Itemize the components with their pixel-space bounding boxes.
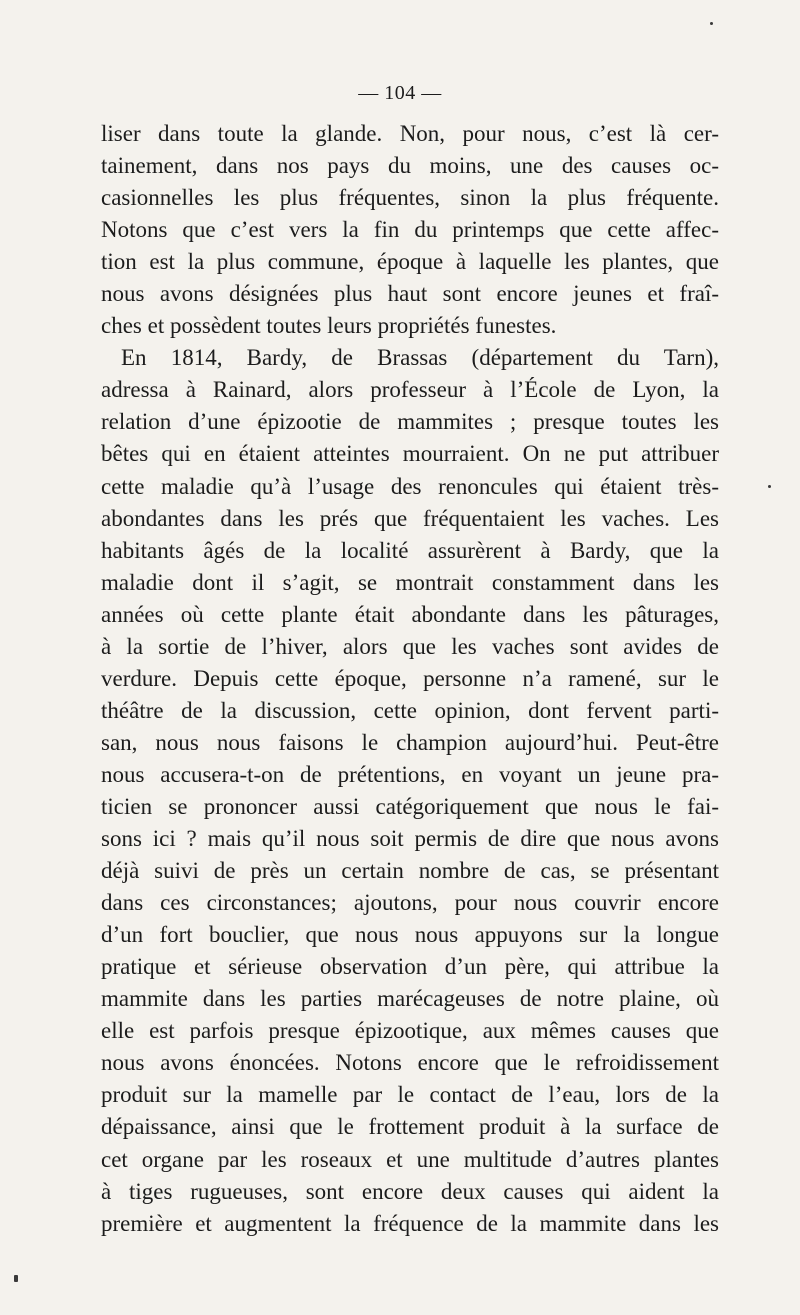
text-line: ches et possèdent toutes leurs propriétés funestes.: [101, 313, 557, 339]
text-line: d’un fort bouclier, que nous nous appuyons sur la longue: [101, 922, 719, 948]
scan-speck: [710, 22, 713, 25]
text-line: théâtre de la discussion, cette opinion, dont fervent parti-: [101, 697, 719, 723]
text-line: nous avons énoncées. Notons encore que le refroidissement: [101, 1050, 719, 1076]
text-line: sons ici ? mais qu’il nous soit permis de dire que nous avons: [101, 826, 719, 852]
text-line: ticien se prononcer aussi catégoriquement que nous le fai-: [101, 793, 719, 819]
page-number: — 104 —: [358, 82, 442, 104]
text-line: produit sur la mamelle par le contact de l’eau, lors de la: [101, 1082, 719, 1108]
text-line: cet organe par les roseaux et une multitude d’autres plantes: [101, 1146, 719, 1172]
text-line: déjà suivi de près un certain nombre de cas, se présentant: [101, 858, 719, 884]
scan-speck: [14, 1275, 18, 1282]
text-line: à la sortie de l’hiver, alors que les vaches sont avides de: [101, 633, 719, 659]
text-line: années où cette plante était abondante dans les pâturages,: [101, 601, 719, 627]
text-line: Notons que c’est vers la fin du printemps que cette affec-: [101, 217, 719, 243]
text-line: abondantes dans les prés que fréquentaient les vaches. Les: [101, 505, 719, 531]
text-line: adressa à Rainard, alors professeur à l’École de Lyon, la: [101, 377, 719, 403]
text-line: nous accusera-t-on de prétentions, en voyant un jeune pra-: [101, 761, 719, 787]
body-text: [101, 118, 719, 1240]
text-line: liser dans toute la glande. Non, pour nous, c’est là cer-: [101, 121, 719, 146]
text-line: nous avons désignées plus haut sont encore jeunes et fraî-: [101, 281, 719, 307]
text-line: relation d’une épizootie de mammites ; presque toutes les: [101, 409, 719, 435]
text-line: cette maladie qu’à l’usage des renoncules qui étaient très-: [101, 473, 719, 499]
text-line: En 1814, Bardy, de Brassas (département du Tarn),: [121, 345, 719, 371]
text-line: à tiges rugueuses, sont encore deux causes qui aident la: [101, 1178, 719, 1204]
scan-speck: [768, 485, 771, 488]
text-line: verdure. Depuis cette époque, personne n’a ramené, sur le: [101, 665, 719, 691]
text-line: dans ces circonstances; ajoutons, pour nous couvrir encore: [101, 890, 719, 916]
text-line: elle est parfois presque épizootique, aux mêmes causes que: [101, 1018, 719, 1044]
text-line: dépaissance, ainsi que le frottement produit à la surface de: [101, 1114, 719, 1140]
text-line: bêtes qui en étaient atteintes mourraient. On ne put attribuer: [101, 441, 719, 467]
text-line: habitants âgés de la localité assurèrent à Bardy, que la: [101, 537, 719, 563]
text-line: première et augmentent la fréquence de la mammite dans les: [101, 1210, 719, 1236]
text-line: tion est la plus commune, époque à laquelle les plantes, que: [101, 249, 719, 275]
text-line: mammite dans les parties marécageuses de notre plaine, où: [101, 986, 719, 1012]
text-line: tainement, dans nos pays du moins, une des causes oc-: [101, 153, 719, 179]
text-line: maladie dont il s’agit, se montrait constamment dans les: [101, 569, 719, 595]
text-line: casionnelles les plus fréquentes, sinon la plus fréquente.: [101, 185, 719, 211]
text-line: san, nous nous faisons le champion aujourd’hui. Peut-être: [101, 729, 719, 755]
text-line: pratique et sérieuse observation d’un père, qui attribue la: [101, 954, 719, 980]
